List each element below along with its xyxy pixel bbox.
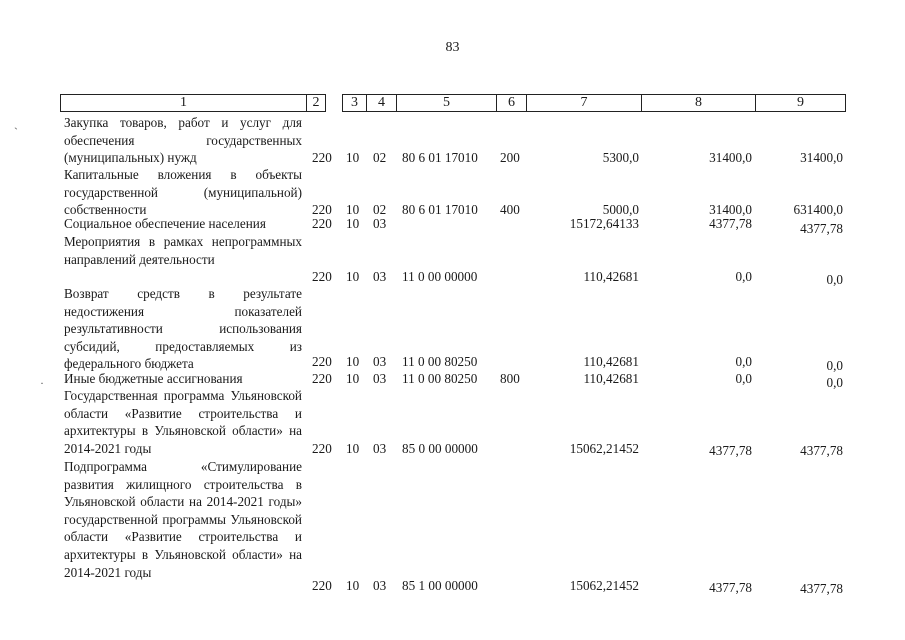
cell-col-2: 220: [312, 269, 332, 284]
cell-col-5: 11 0 00 00000: [402, 269, 478, 284]
row-description: Государственная программа Ульяновской области «Развитие строительства и архитектуры в Ульяновской области» на 2014-2021 годы: [64, 388, 302, 456]
cell-col-3: 10: [346, 202, 360, 217]
cell-col-6: 800: [500, 371, 520, 386]
cell-col-8: 0,0: [735, 354, 752, 369]
cell-col-6: 200: [500, 150, 520, 165]
cell-col-2: 220: [312, 216, 332, 231]
cell-col-2: 220: [312, 354, 332, 369]
cell-col-7: 110,42681: [583, 354, 639, 369]
cell-col-4: 03: [373, 354, 387, 369]
cell-col-6: 400: [500, 202, 520, 217]
cell-col-7: 110,42681: [583, 371, 639, 386]
cell-col-4: 02: [373, 150, 387, 165]
cell-col-4: 02: [373, 202, 387, 217]
row-description: Иные бюджетные ассигнования: [64, 371, 243, 386]
row-description: Социальное обеспечение населения: [64, 216, 266, 231]
row-description: Возврат средств в результате недостижения показателей результативности использования субсидий, предоставляемых из федерального бюджета: [64, 286, 302, 372]
cell-col-5: 85 1 00 00000: [402, 578, 478, 593]
cell-col-5: 11 0 00 80250: [402, 354, 478, 369]
cell-col-9: 0,0: [826, 358, 843, 373]
cell-col-4: 03: [373, 441, 387, 456]
page-number: 83: [445, 40, 460, 55]
row-description: Капитальные вложения в объекты государственной (муниципальной) собственности: [64, 167, 302, 218]
cell-col-8: 4377,78: [709, 580, 752, 595]
cell-col-7: 15062,21452: [569, 441, 639, 456]
row-description: Мероприятия в рамках непрограммных направлений деятельности: [64, 234, 302, 267]
cell-col-8: 4377,78: [709, 443, 752, 458]
header-col-6: 6: [496, 94, 527, 112]
cell-col-9: 31400,0: [800, 150, 843, 165]
header-col-2: 2: [306, 94, 326, 112]
header-col-5: 5: [396, 94, 497, 112]
cell-col-5: 80 6 01 17010: [402, 202, 478, 217]
cell-col-3: 10: [346, 578, 360, 593]
header-col-1: 1: [60, 94, 307, 112]
scan-mark: `: [14, 125, 18, 139]
cell-col-7: 5000,0: [602, 202, 639, 217]
header-col-7: 7: [526, 94, 642, 112]
cell-col-4: 03: [373, 269, 387, 284]
cell-col-3: 10: [346, 150, 360, 165]
cell-col-4: 03: [373, 216, 387, 231]
cell-col-3: 10: [346, 441, 360, 456]
cell-col-8: 0,0: [735, 371, 752, 386]
cell-col-9: 4377,78: [800, 581, 843, 596]
cell-col-2: 220: [312, 578, 332, 593]
cell-col-3: 10: [346, 269, 360, 284]
cell-col-5: 85 0 00 00000: [402, 441, 478, 456]
cell-col-3: 10: [346, 216, 360, 231]
header-col-3: 3: [342, 94, 367, 112]
scan-mark: ·: [40, 376, 44, 390]
cell-col-8: 0,0: [735, 269, 752, 284]
header-col-4: 4: [366, 94, 397, 112]
cell-col-4: 03: [373, 371, 387, 386]
cell-col-8: 31400,0: [709, 202, 752, 217]
cell-col-3: 10: [346, 371, 360, 386]
cell-col-7: 5300,0: [602, 150, 639, 165]
cell-col-7: 15172,64133: [569, 216, 639, 231]
cell-col-7: 110,42681: [583, 269, 639, 284]
cell-col-9: 4377,78: [800, 221, 843, 236]
cell-col-5: 80 6 01 17010: [402, 150, 478, 165]
cell-col-5: 11 0 00 80250: [402, 371, 478, 386]
cell-col-2: 220: [312, 202, 332, 217]
cell-col-9: 4377,78: [800, 443, 843, 458]
cell-col-4: 03: [373, 578, 387, 593]
cell-col-7: 15062,21452: [569, 578, 639, 593]
cell-col-9: 0,0: [826, 272, 843, 287]
cell-col-2: 220: [312, 150, 332, 165]
cell-col-8: 4377,78: [709, 216, 752, 231]
cell-col-2: 220: [312, 371, 332, 386]
cell-col-3: 10: [346, 354, 360, 369]
header-col-9: 9: [755, 94, 846, 112]
cell-col-9: 631400,0: [793, 202, 843, 217]
header-col-8: 8: [641, 94, 756, 112]
row-description: Закупка товаров, работ и услуг для обеспечения государственных (муниципальных) нужд: [64, 115, 302, 166]
cell-col-8: 31400,0: [709, 150, 752, 165]
cell-col-2: 220: [312, 441, 332, 456]
row-description: Подпрограмма «Стимулирование развития жилищного строительства в Ульяновской области на 2014-2021 годы» государственной программы Ульяновской области «Развитие строительства и архитектуры в Ульяновской области» на 2014-2021 годы: [64, 459, 302, 580]
cell-col-9: 0,0: [826, 375, 843, 390]
